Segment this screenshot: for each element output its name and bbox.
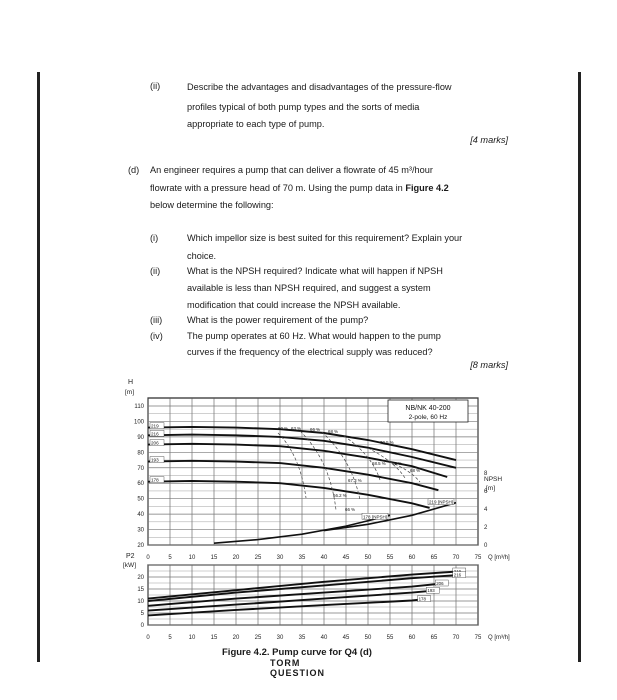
head-x-tick-label: 75 [474,555,482,561]
efficiency-annotation: 68 % [328,429,339,434]
npsh-curve-label: 219 (NPSH) [429,499,454,505]
npsh-axis-label: NPSH [484,476,503,483]
head-y-tick-label: 40 [137,512,144,519]
cropped-bottom-text-label: TORM QUESTION [270,658,326,678]
question-ii-line-1: Describe the advantages and disadvantages of the pressure-flow [187,82,452,92]
power-x-tick-label: 50 [364,635,372,641]
figure-reference: Figure 4.2 [405,183,449,193]
power-x-tick-label: 20 [232,635,240,641]
curve-size-label: 219 [151,423,159,429]
head-x-tick-label: 65 [430,555,438,561]
head-y-tick-label: 80 [137,450,144,457]
npsh-curve-label: 178 (NPSH) [363,514,388,520]
question-ii-number: (ii) [150,81,161,91]
efficiency-annotation: 67.3 % [348,478,362,483]
efficiency-annotation: 70.5 % [380,440,394,445]
head-x-tick-label: 30 [276,555,284,561]
question-d-line-2-text: flowrate with a pressure head of 70 m. Using the pump data in [150,183,406,193]
npsh-y-tick-label: 2 [484,525,488,531]
power-y-tick-label: 15 [137,587,144,593]
cropped-bottom-text [270,658,354,678]
head-y-tick-label: 100 [133,419,144,426]
head-x-tick-label: 10 [188,555,196,561]
curve-size-label: 216 [151,431,159,437]
head-x-tick-label: 15 [210,555,218,561]
subquestion-i-line-2: choice. [187,251,217,261]
power-y-tick-label: 10 [137,599,144,605]
head-y-tick-label: 70 [137,465,144,472]
curve-size-label: 193 [151,457,159,463]
efficiency-annotation: 60 % [278,426,289,431]
head-x-tick-label: 40 [320,555,328,561]
subquestion-iv-line-2: curves if the frequency of the electrical supply was reduced? [187,347,433,357]
efficiency-annotation: 68.5 % [372,461,386,466]
power-x-tick-label: 70 [452,635,460,641]
npsh-y-tick-label: 0 [484,543,488,549]
head-x-tick-label: 0 [146,555,150,561]
subquestion-iii-line-1: What is the power requirement of the pump? [187,315,369,325]
efficiency-annotation: 63 % [291,426,302,431]
chart-title: NB/NK 40-200 [405,405,451,412]
npsh-y-tick-label: 6 [484,489,488,495]
curve-size-label: 206 [151,440,159,446]
power-x-tick-label: 75 [474,635,482,641]
power-x-axis-label: Q [m³/h] [488,635,510,641]
power-x-tick-label: 55 [386,635,394,641]
head-x-axis-label: Q [m³/h] [488,555,510,561]
question-d-line-1: An engineer requires a pump that can deliver a flowrate of 45 m³/hour [150,165,433,175]
pump-curve-chart [123,379,510,641]
power-y-tick-label: 0 [140,623,144,629]
subquestion-i-line-1: Which impellor size is best suited for this requirement? Explain your [187,233,463,243]
power-x-tick-label: 45 [342,635,350,641]
figure-caption: Figure 4.2. Pump curve for Q4 (d) [222,647,372,658]
power-y-tick-label: 20 [137,575,144,581]
power-curve-label: 193 [427,588,435,594]
curve-size-label: 178 [151,477,159,483]
subquestion-iv-number: (iv) [150,331,163,341]
head-x-tick-label: 45 [342,555,350,561]
question-d-number: (d) [128,165,140,175]
head-x-tick-label: 55 [386,555,394,561]
subquestion-i-number: (i) [150,233,159,243]
npsh-y-tick-label: 4 [484,507,488,513]
head-y-tick-label: 20 [137,543,144,549]
question-ii-marks: [4 marks] [470,135,508,145]
efficiency-annotation: 69 % [392,461,403,466]
head-y-tick-label: 30 [137,527,144,534]
efficiency-annotation: 66.2 % [333,493,347,498]
question-ii-line-2: profiles typical of both pump types and the sorts of media [187,102,420,112]
npsh-y-tick-label: 8 [484,471,488,477]
head-y-tick-label: 110 [134,404,144,410]
question-d-marks: [8 marks] [470,360,508,370]
power-x-tick-label: 15 [210,635,218,641]
question-ii-line-3: appropriate to each type of pump. [187,119,325,129]
power-x-tick-label: 5 [168,635,172,641]
power-x-tick-label: 65 [430,635,438,641]
head-x-tick-label: 60 [408,555,416,561]
power-curve-label: 178 [418,596,426,602]
head-y-tick-label: 90 [137,434,144,441]
power-y-axis-label-p2: P2 [126,553,135,560]
head-y-axis-label-h: H [128,379,134,386]
head-x-tick-label: 35 [298,555,306,561]
head-x-tick-label: 5 [168,555,172,561]
power-curve-label: 206 [436,581,444,586]
chart-subtitle: 2-pole, 60 Hz [408,414,448,421]
subquestion-ii-line-2: available is less than NPSH required, and suggest a system [187,283,431,293]
power-curve-label: 216 [453,572,462,578]
power-y-axis-label-unit: [kW] [123,562,136,569]
subquestion-ii-line-3: modification that could increase the NPSH available. [187,300,401,310]
head-x-tick-label: 70 [452,555,460,561]
power-x-tick-label: 10 [188,635,196,641]
subquestion-iv-line-1: The pump operates at 60 Hz. What would happen to the pump [187,331,441,341]
efficiency-annotation: 66 % [345,507,356,512]
power-x-tick-label: 30 [276,635,284,641]
power-y-tick-label: 5 [140,611,144,617]
power-x-tick-label: 60 [408,635,416,641]
power-x-tick-label: 35 [298,635,306,641]
head-y-tick-label: 50 [137,496,144,503]
efficiency-annotation: 68 % [410,468,421,473]
head-y-tick-label: 60 [137,481,144,488]
power-x-tick-label: 0 [146,635,150,641]
npsh-axis-unit: [m] [486,485,496,492]
subquestion-iii-number: (iii) [150,315,163,325]
head-x-tick-label: 50 [364,555,372,561]
subquestion-ii-line-1: What is the NPSH required? Indicate what will happen if NPSH [187,266,443,276]
subquestion-ii-number: (ii) [150,266,161,276]
efficiency-annotation: 66 % [310,427,321,432]
head-x-tick-label: 20 [232,555,240,561]
question-d-line-3: below determine the following: [150,200,274,210]
head-x-tick-label: 25 [254,555,262,561]
power-x-tick-label: 25 [254,635,262,641]
power-x-tick-label: 40 [320,635,328,641]
head-y-axis-label-unit: [m] [125,389,135,396]
